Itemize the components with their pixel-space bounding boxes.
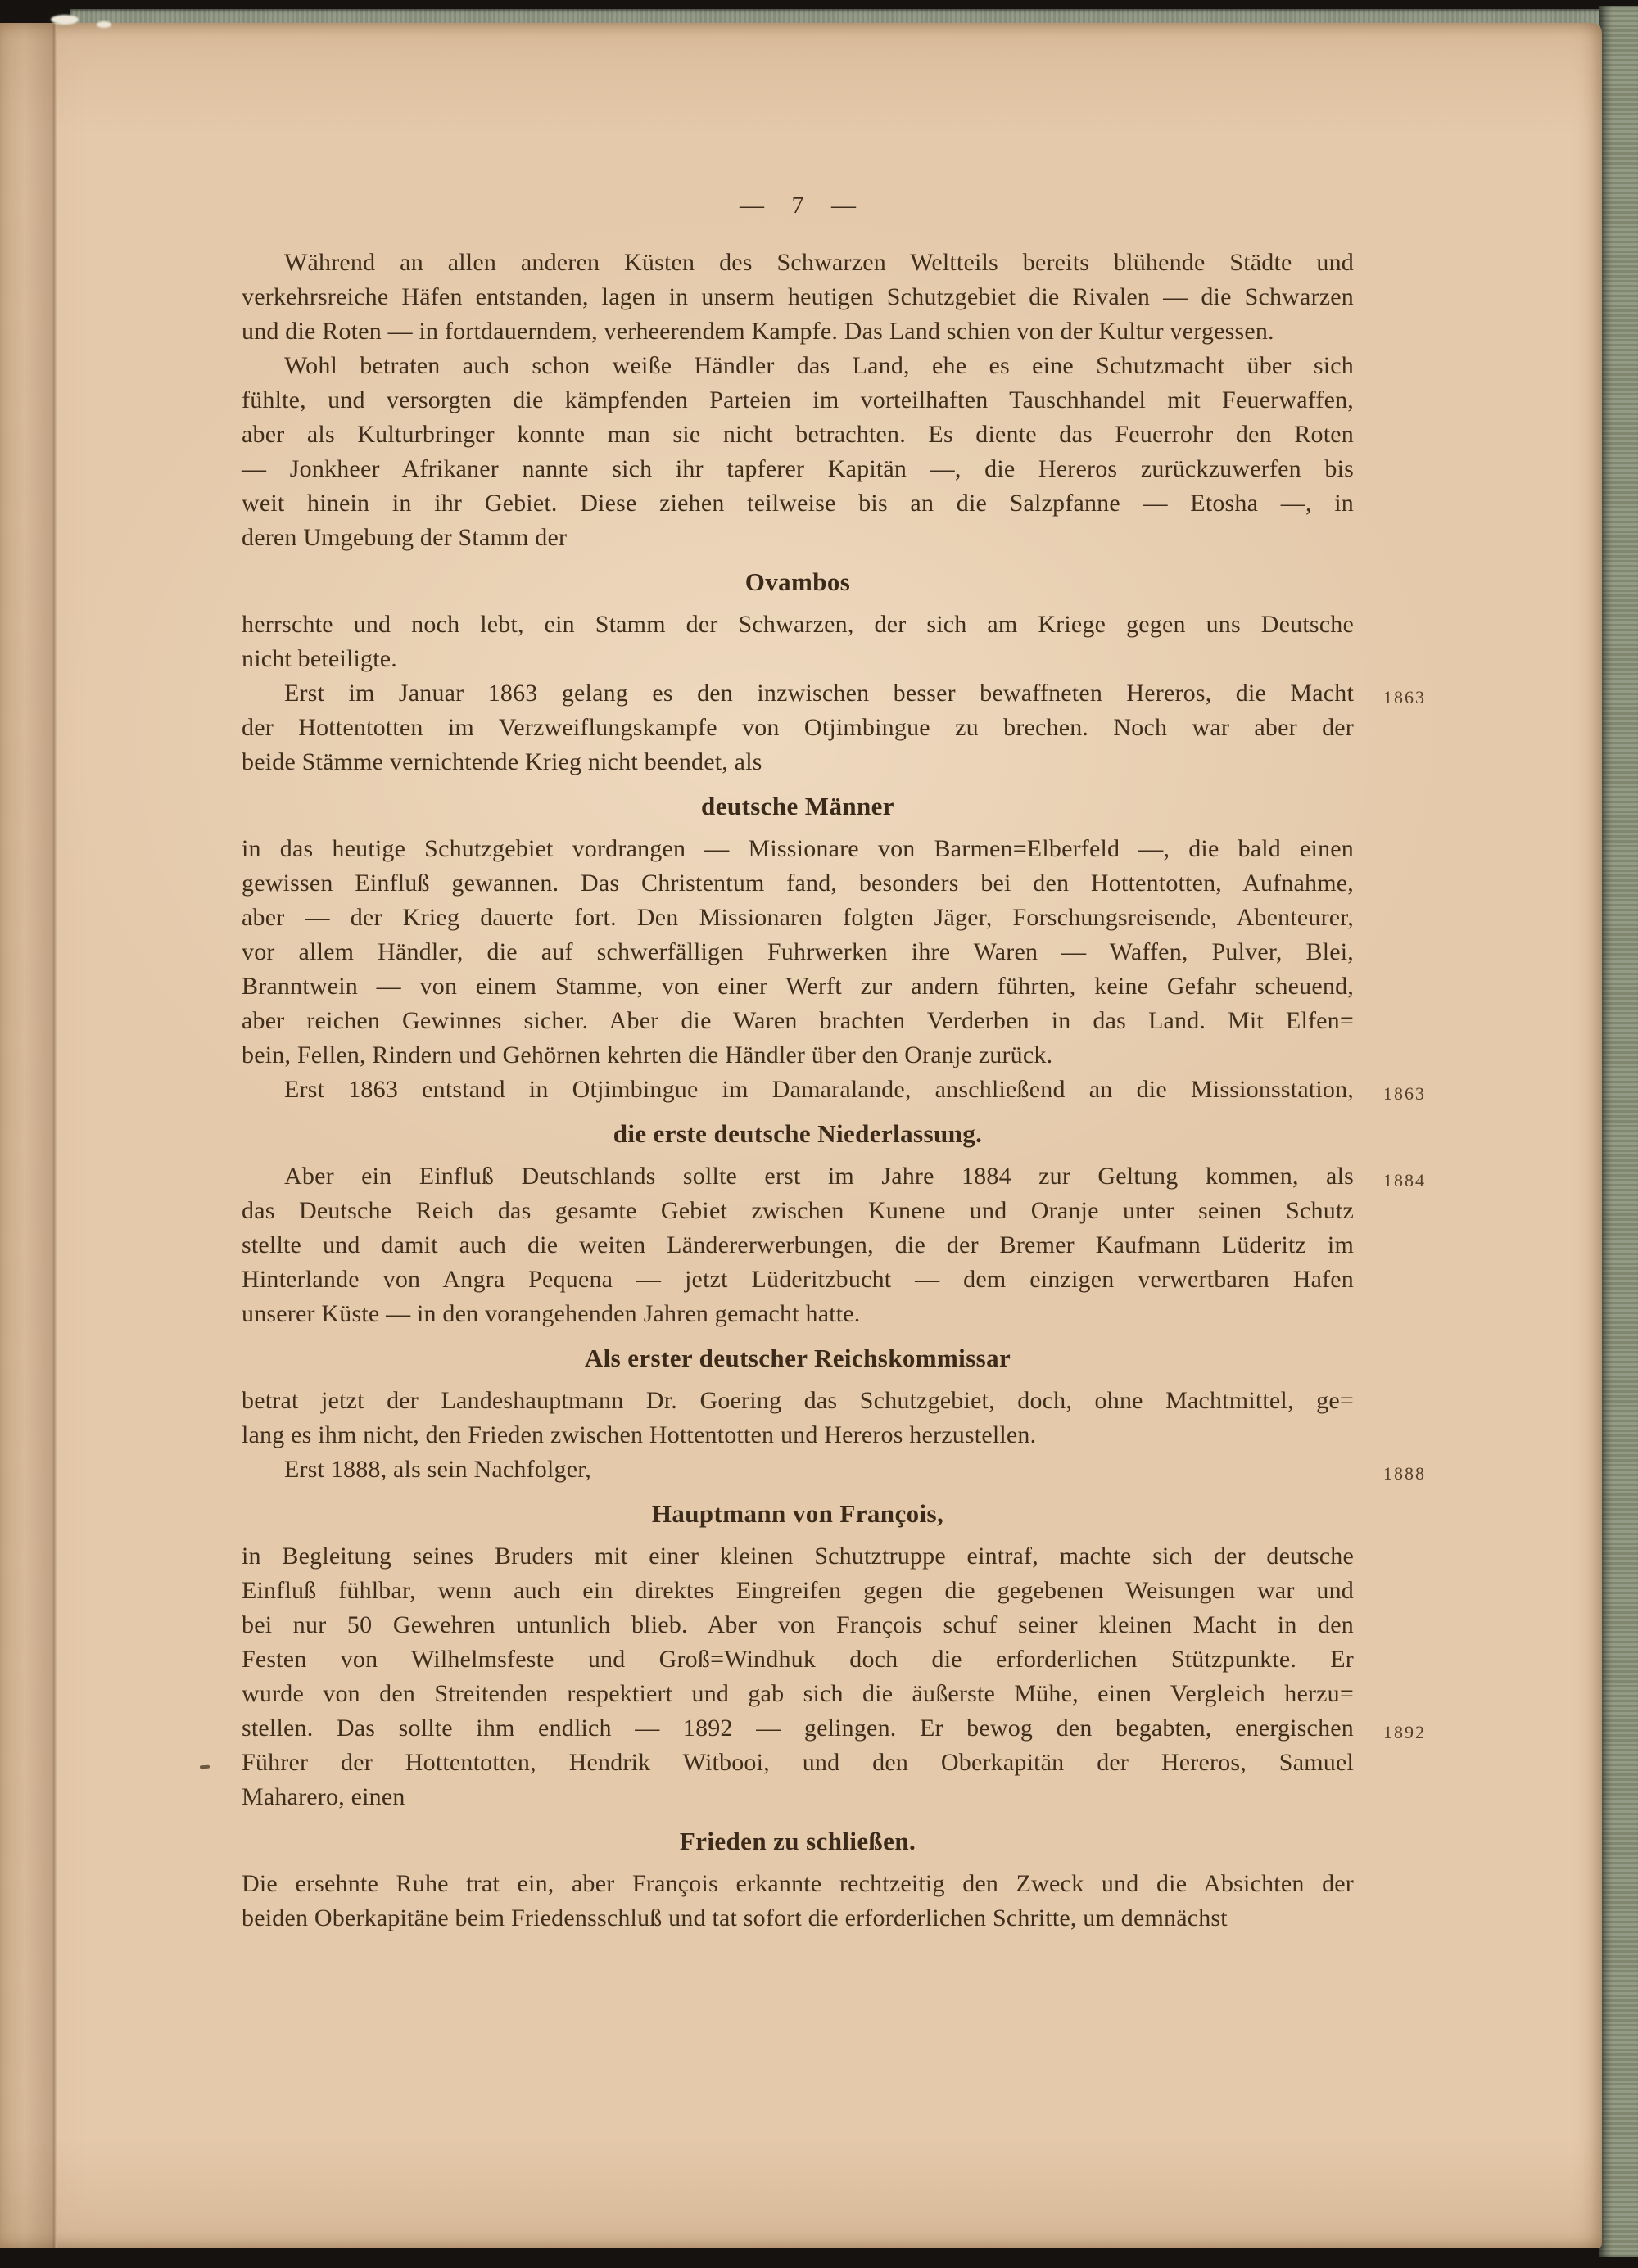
page-gutter-shadow	[0, 23, 54, 2248]
paper-fluff-speck	[51, 15, 79, 25]
paragraph	[242, 1159, 1426, 1331]
text-line	[242, 901, 1354, 935]
paragraph	[242, 349, 1354, 555]
text-line-content: beide Stämme vernichtende Krieg nicht beendet, als	[242, 748, 762, 775]
text-line	[242, 349, 1354, 383]
paragraph	[242, 246, 1354, 349]
text-line	[242, 1608, 1354, 1642]
text-line-content: unserer Küste — in den vorangehenden Jahren gemacht hatte.	[242, 1300, 861, 1327]
text-line	[242, 521, 1354, 555]
text-line-content: Hinterlande von Angra Pequena — jetzt Lüderitzbucht — dem einzigen verwertbaren Hafen	[242, 1266, 1354, 1293]
paragraph	[242, 676, 1426, 779]
text-line	[242, 280, 1354, 314]
paragraph	[242, 1453, 1426, 1487]
text-line	[242, 866, 1354, 901]
text-line	[242, 1159, 1426, 1194]
text-line	[242, 1780, 1354, 1814]
text-line	[242, 832, 1354, 866]
text-line	[242, 676, 1426, 711]
text-line	[242, 642, 1354, 676]
text-line-content: Einfluß fühlbar, wenn auch ein direktes Eingreifen gegen die gegebenen Weisungen war und	[242, 1577, 1354, 1604]
text-line-content: in das heutige Schutzgebiet vordrangen — Missionare von Barmen=Elberfeld —, die bald einen	[242, 835, 1354, 862]
paragraph	[242, 1539, 1426, 1814]
text-line-content: betrat jetzt der Landeshauptmann Dr. Goering das Schutzgebiet, doch, ohne Machtmittel, ge=	[242, 1387, 1354, 1414]
text-line-content: Erst 1863 entstand in Otjimbingue im Damaralande, anschließend an die Missionsstation,	[284, 1076, 1354, 1103]
text-line	[242, 1384, 1354, 1418]
section-heading: die erste deutsche Niederlassung.	[613, 1119, 983, 1148]
text-line-content: weit hinein in ihr Gebiet. Diese ziehen teilweise bis an die Salzpfanne — Etosha —, in	[242, 490, 1354, 517]
text-line-content: aber — der Krieg dauerte fort. Den Missionaren folgten Jäger, Forschungsreisende, Abenteurer,	[242, 904, 1354, 931]
text-line-content: bein, Fellen, Rindern und Gehörnen kehrten die Händler über den Oranje zurück.	[242, 1041, 1053, 1068]
text-line	[242, 486, 1354, 521]
text-line	[242, 1194, 1354, 1228]
text-line-content: aber als Kulturbringer konnte man sie nicht betrachten. Es diente das Feuerrohr den Roten	[242, 421, 1354, 448]
text-line	[242, 1642, 1354, 1677]
text-line	[242, 418, 1354, 452]
text-line	[242, 1297, 1354, 1331]
section-heading: Ovambos	[744, 567, 851, 596]
text-line	[242, 246, 1354, 280]
margin-year-note: 1863	[1383, 687, 1426, 707]
book-page	[0, 23, 1602, 2248]
text-line	[242, 452, 1354, 486]
text-line	[242, 1038, 1354, 1073]
page-number: — 7 —	[740, 192, 856, 219]
paragraph	[242, 1073, 1426, 1107]
text-line-content: bei nur 50 Gewehren untunlich blieb. Aber von François schuf seiner kleinen Macht in den	[242, 1611, 1354, 1638]
text-line	[242, 1073, 1426, 1107]
body-text	[242, 246, 1426, 1936]
text-line-content: vor allem Händler, die auf schwerfälligen Fuhrwerken ihre Waren — Waffen, Pulver, Blei,	[242, 938, 1354, 965]
text-line-content: Wohl betraten auch schon weiße Händler das Land, ehe es eine Schutzmacht über sich	[284, 352, 1354, 379]
text-line	[242, 608, 1354, 642]
text-line-content: nicht beteiligte.	[242, 645, 398, 672]
text-line	[242, 1711, 1426, 1746]
margin-year-note: 1884	[1383, 1170, 1426, 1190]
text-line	[242, 1263, 1354, 1297]
ink-artifact-dash	[200, 1765, 210, 1769]
section-heading: Als erster deutscher Reichskommissar	[584, 1344, 1011, 1372]
text-line-content: fühlte, und versorgten die kämpfenden Parteien im vorteilhaften Tauschhandel mit Feuerwaffen,	[242, 386, 1354, 413]
text-line	[242, 1677, 1354, 1711]
margin-year-note: 1863	[1383, 1083, 1426, 1104]
section-heading: Frieden zu schließen.	[679, 1827, 916, 1855]
text-line-content: wurde von den Streitenden respektiert und gab sich die äußerste Mühe, einen Vergleich herzu=	[242, 1680, 1354, 1707]
page-fold-line	[54, 23, 57, 2248]
text-line	[242, 1453, 1426, 1487]
text-line	[242, 314, 1354, 349]
text-line	[242, 1228, 1354, 1263]
margin-year-note: 1888	[1383, 1463, 1426, 1484]
text-line	[242, 1574, 1354, 1608]
text-line-content: Die ersehnte Ruhe trat ein, aber François erkannte rechtzeitig den Zweck und die Absichten der	[242, 1870, 1354, 1897]
section-heading: deutsche Männer	[701, 792, 894, 820]
paper-fluff-speck	[97, 21, 111, 28]
paragraph	[242, 1384, 1354, 1453]
text-line	[242, 383, 1354, 418]
text-line-content: — Jonkheer Afrikaner nannte sich ihr tapferer Kapitän —, die Hereros zurückzuwerfen bis	[242, 455, 1354, 482]
text-line-content: stellen. Das sollte ihm endlich — 1892 — gelingen. Er bewog den begabten, energischen	[242, 1715, 1354, 1742]
text-line-content: beiden Oberkapitäne beim Friedensschluß und tat sofort die erforderlichen Schritte, um demnächst	[242, 1904, 1228, 1931]
text-line	[242, 935, 1354, 969]
book-cover-right-edge	[1599, 6, 1638, 2257]
text-line	[242, 1004, 1354, 1038]
text-line-content: lang es ihm nicht, den Frieden zwischen Hottentotten und Hereros herzustellen.	[242, 1421, 1037, 1448]
paragraph	[242, 1867, 1354, 1936]
text-line-content: herrschte und noch lebt, ein Stamm der Schwarzen, der sich am Kriege gegen uns Deutsche	[242, 611, 1354, 638]
text-line	[242, 1746, 1354, 1780]
text-line	[242, 1901, 1354, 1936]
text-line-content: stellte und damit auch die weiten Ländererwerbungen, die der Bremer Kaufmann Lüderitz im	[242, 1231, 1354, 1258]
text-line-content: in Begleitung seines Bruders mit einer kleinen Schutztruppe eintraf, machte sich der deutsche	[242, 1543, 1354, 1570]
text-line-content: Maharero, einen	[242, 1783, 405, 1810]
text-line	[242, 1867, 1354, 1901]
text-line-content: verkehrsreiche Häfen entstanden, lagen in unserm heutigen Schutzgebiet die Rivalen — die Schwarzen	[242, 283, 1354, 310]
text-line-content: Festen von Wilhelmsfeste und Groß=Windhuk doch die erforderlichen Stützpunkte. Er	[242, 1646, 1354, 1673]
text-line-content: Erst 1888, als sein Nachfolger,	[284, 1456, 591, 1483]
section-heading: Hauptmann von François,	[651, 1499, 944, 1528]
text-line-content: Branntwein — von einem Stamme, von einer Werft zur andern führten, keine Gefahr scheuend,	[242, 973, 1354, 1000]
text-line-content: gewissen Einfluß gewannen. Das Christentum fand, besonders bei den Hottentotten, Aufnahme,	[242, 870, 1354, 897]
paragraph	[242, 608, 1354, 676]
text-line-content: aber reichen Gewinnes sicher. Aber die Waren brachten Verderben in das Land. Mit Elfen=	[242, 1007, 1354, 1034]
text-line-content: der Hottentotten im Verzweiflungskampfe von Otjimbingue zu brechen. Noch war aber der	[242, 714, 1354, 741]
text-line	[242, 711, 1354, 745]
text-line-content: das Deutsche Reich das gesamte Gebiet zwischen Kunene und Oranje unter seinen Schutz	[242, 1197, 1354, 1224]
text-line-content: deren Umgebung der Stamm der	[242, 524, 568, 551]
text-line	[242, 1418, 1354, 1453]
text-line	[242, 969, 1354, 1004]
margin-year-note: 1892	[1383, 1722, 1426, 1742]
text-line-content: Führer der Hottentotten, Hendrik Witbooi, und den Oberkapitän der Hereros, Samuel	[242, 1749, 1354, 1776]
paragraph	[242, 832, 1354, 1073]
text-line-content: und die Roten — in fortdauerndem, verheerendem Kampfe. Das Land schien von der Kultur vergessen.	[242, 318, 1274, 345]
text-line	[242, 745, 1354, 779]
text-line	[242, 1539, 1354, 1574]
text-line-content: Aber ein Einfluß Deutschlands sollte erst im Jahre 1884 zur Geltung kommen, als	[284, 1163, 1354, 1190]
text-line-content: Erst im Januar 1863 gelang es den inzwischen besser bewaffneten Hereros, die Macht	[284, 680, 1354, 707]
text-line-content: Während an allen anderen Küsten des Schwarzen Weltteils bereits blühende Städte und	[284, 249, 1354, 276]
